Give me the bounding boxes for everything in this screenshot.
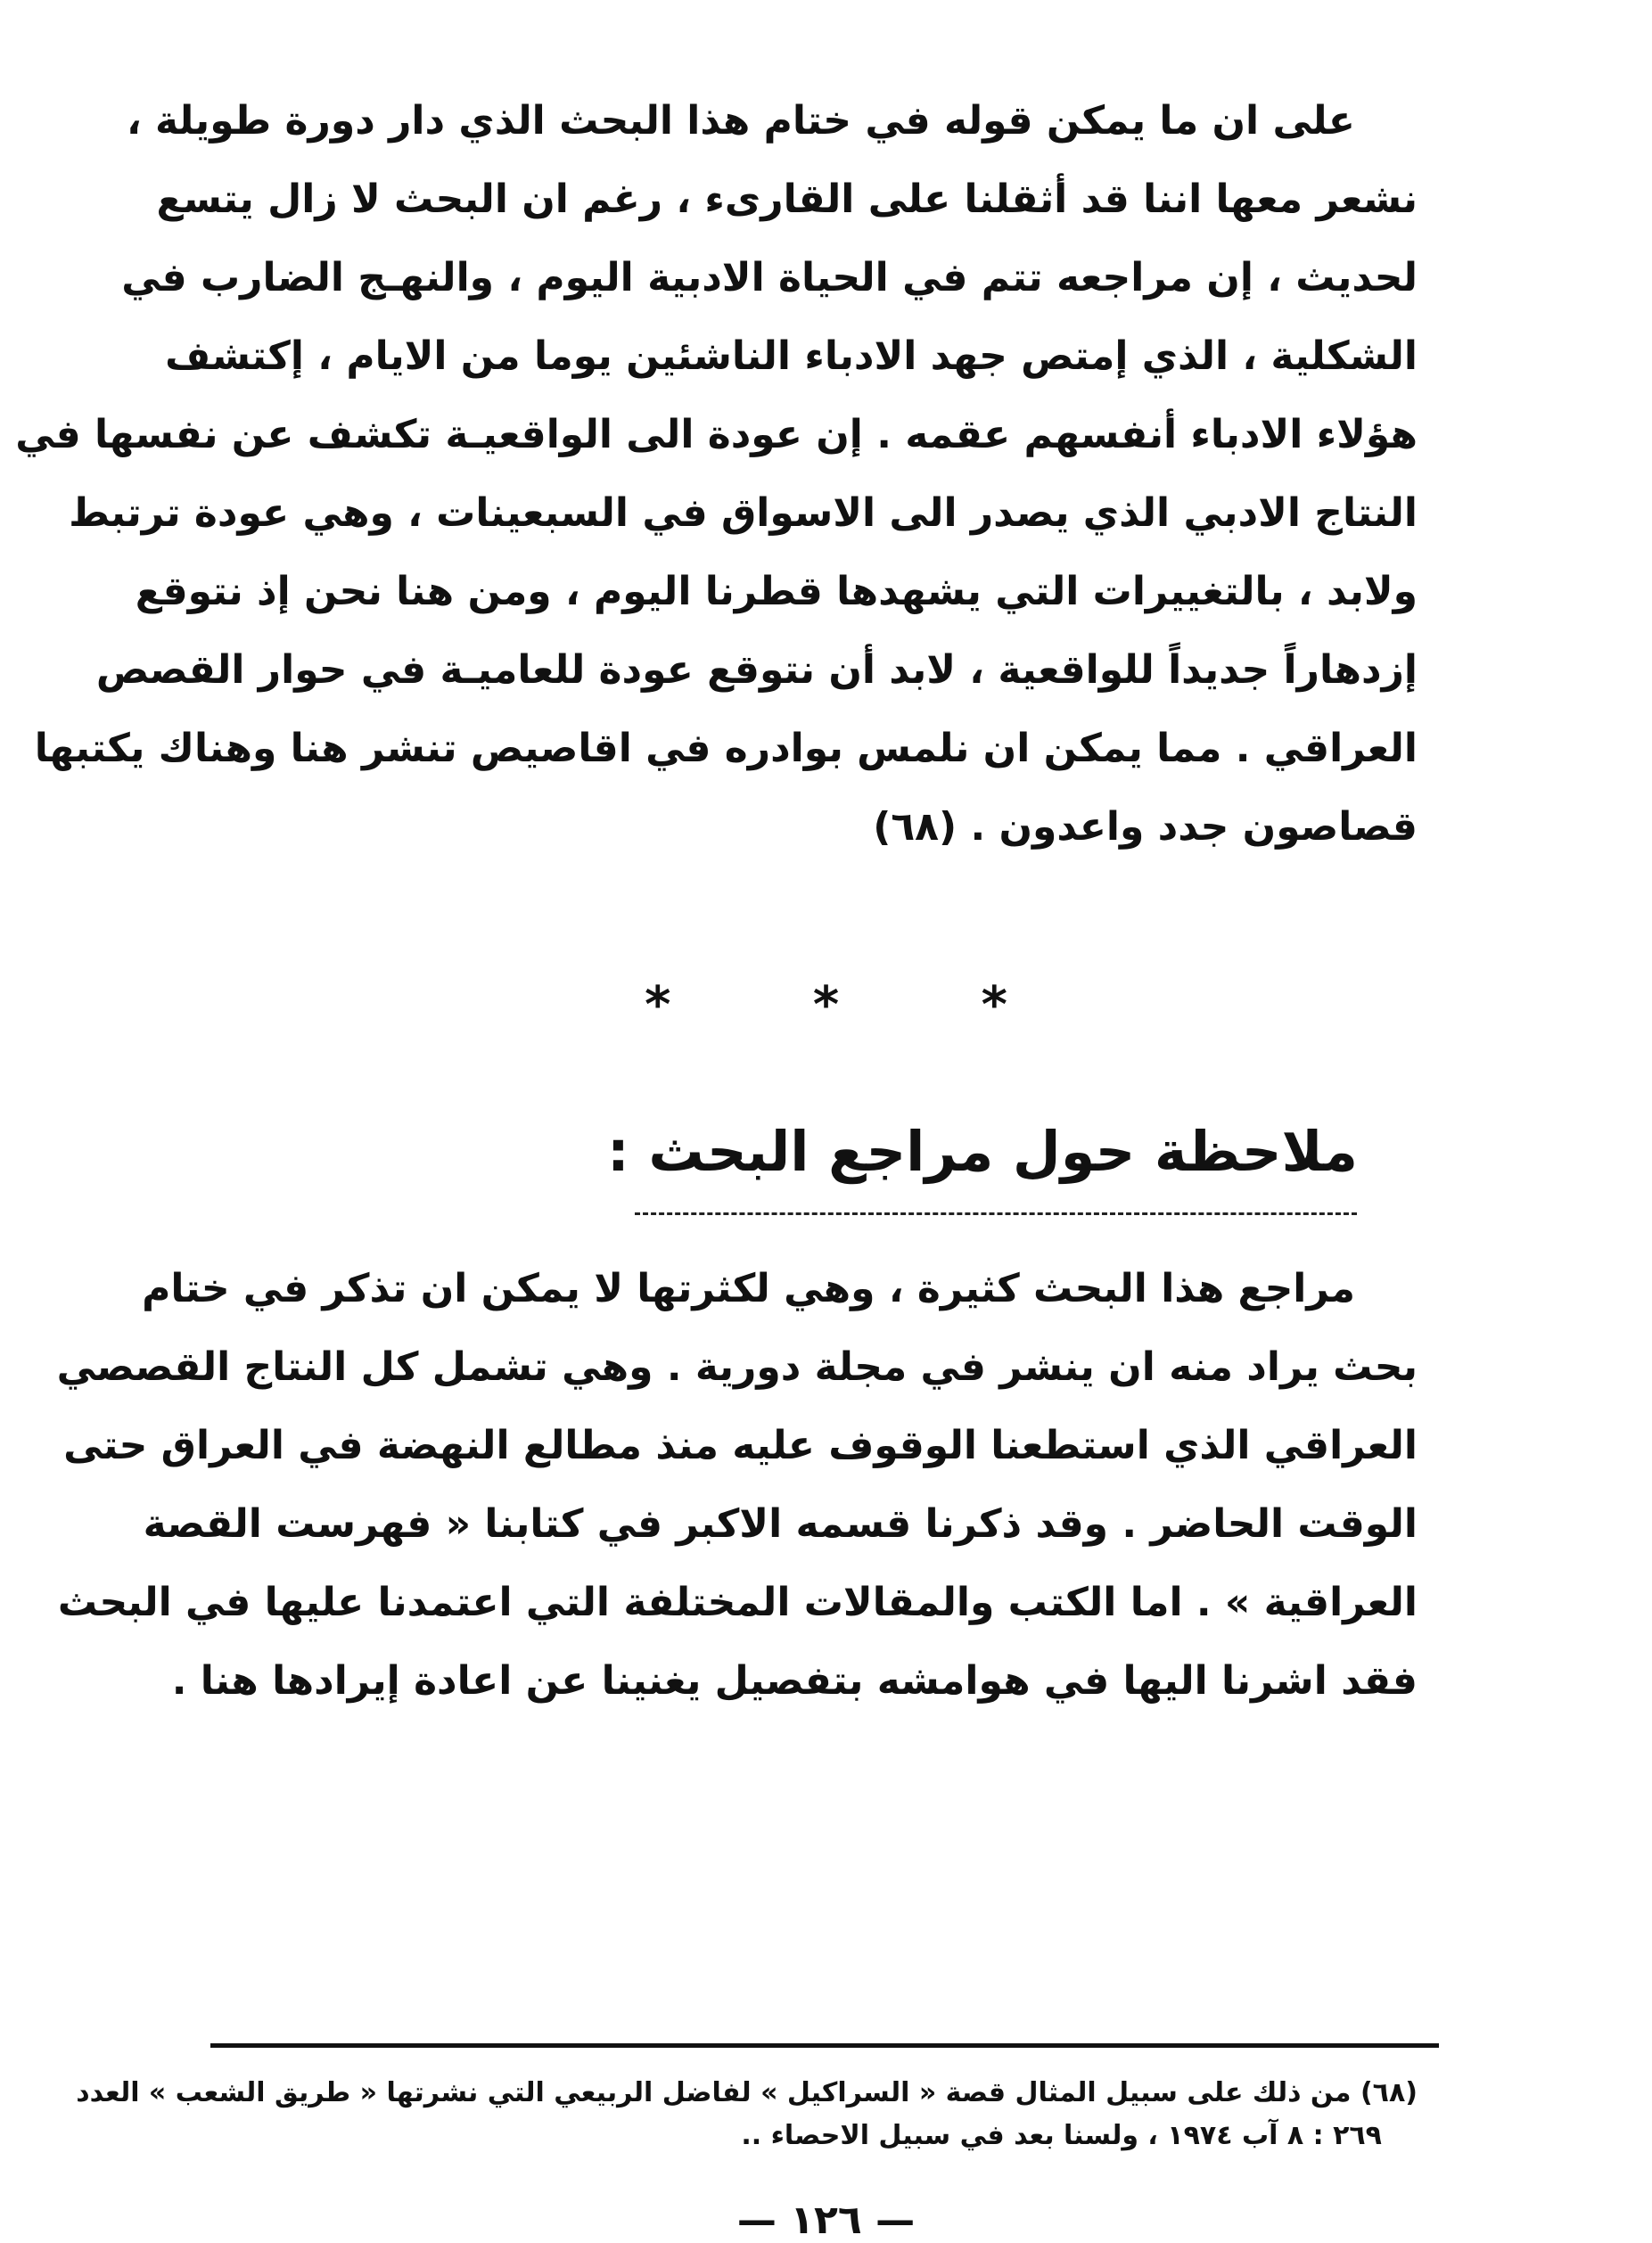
footnote-line: (٦٨) من ذلك على سبيل المثال قصة « السراكيل » لفاضل الربيعي التي نشرتها « طريق الشعب » العدد <box>76 2077 1418 2108</box>
footnote-line: ٢٦٩ : ٨ آب ١٩٧٤ ، ولسنا بعد في سبيل الاحصاء .. <box>741 2120 1382 2151</box>
body-paragraph-1 <box>15 98 1418 883</box>
paragraph-2-line: فقد اشرنا اليها في هوامشه بتفصيل يغنينا عن اعادة إيرادها هنا . <box>171 1658 1418 1704</box>
section-separator: * * * <box>645 976 1070 1034</box>
paragraph-1-line: ولابد ، بالتغييرات التي يشهدها قطرنا اليوم ، ومن هنا نحن إذ نتوقع <box>135 569 1418 614</box>
section-heading: ملاحظة حول مراجع البحث : <box>606 1119 1358 1184</box>
paragraph-2-line: العراقي الذي استطعنا الوقوف عليه منذ مطالع النهضة في العراق حتى <box>63 1423 1418 1468</box>
paragraph-1-line: الشكلية ، الذي إمتص جهد الادباء الناشئين يوما من الايام ، إكتشف <box>165 333 1418 379</box>
footnote <box>76 2077 1418 2175</box>
paragraph-1-line: نشعر معها اننا قد أثقلنا على القارىء ، رغم ان البحث لا زال يتسع <box>156 177 1418 222</box>
paragraph-1-line: إزدهاراً جديداً للواقعية ، لابد أن نتوقع عودة للعاميـة في حوار القصص <box>95 647 1418 693</box>
paragraph-1-line: هؤلاء الادباء أنفسهم عقمه . إن عودة الى الواقعيـة تكشف عن نفسها في <box>15 412 1418 457</box>
footnote-divider <box>210 2043 1439 2048</box>
paragraph-2-line: العراقية » . اما الكتب والمقالات المختلفة التي اعتمدنا عليها في البحث <box>57 1580 1418 1625</box>
paragraph-1-line: قصاصون جدد واعدون . (٦٨) <box>873 804 1418 850</box>
body-paragraph-2 <box>56 1266 1418 1712</box>
paragraph-2-line: الوقت الحاضر . وقد ذكرنا قسمه الاكبر في كتابنا « فهرست القصة <box>143 1501 1418 1547</box>
paragraph-1-line: النتاج الادبي الذي يصدر الى الاسواق في السبعينات ، وهي عودة ترتبط <box>69 490 1418 536</box>
paragraph-2-line: مراجع هذا البحث كثيرة ، وهي لكثرتها لا يمكن ان تذكر في ختام <box>142 1266 1355 1311</box>
paragraph-1-line: العراقي . مما يمكن ان نلمس بوادره في اقاصيص تنشر هنا وهناك يكتبها <box>34 726 1418 771</box>
page-number: — ١٢٦ — <box>736 2198 916 2243</box>
heading-underline <box>635 1212 1357 1215</box>
paragraph-2-line: بحث يراد منه ان ينشر في مجلة دورية . وهي تشمل كل النتاج القصصي <box>56 1344 1418 1390</box>
paragraph-1-line: على ان ما يمكن قوله في ختام هذا البحث الذي دار دورة طويلة ، <box>127 98 1355 144</box>
paragraph-1-line: لحديث ، إن مراجعه تتم في الحياة الادبية اليوم ، والنهـج الضارب في <box>121 255 1418 300</box>
